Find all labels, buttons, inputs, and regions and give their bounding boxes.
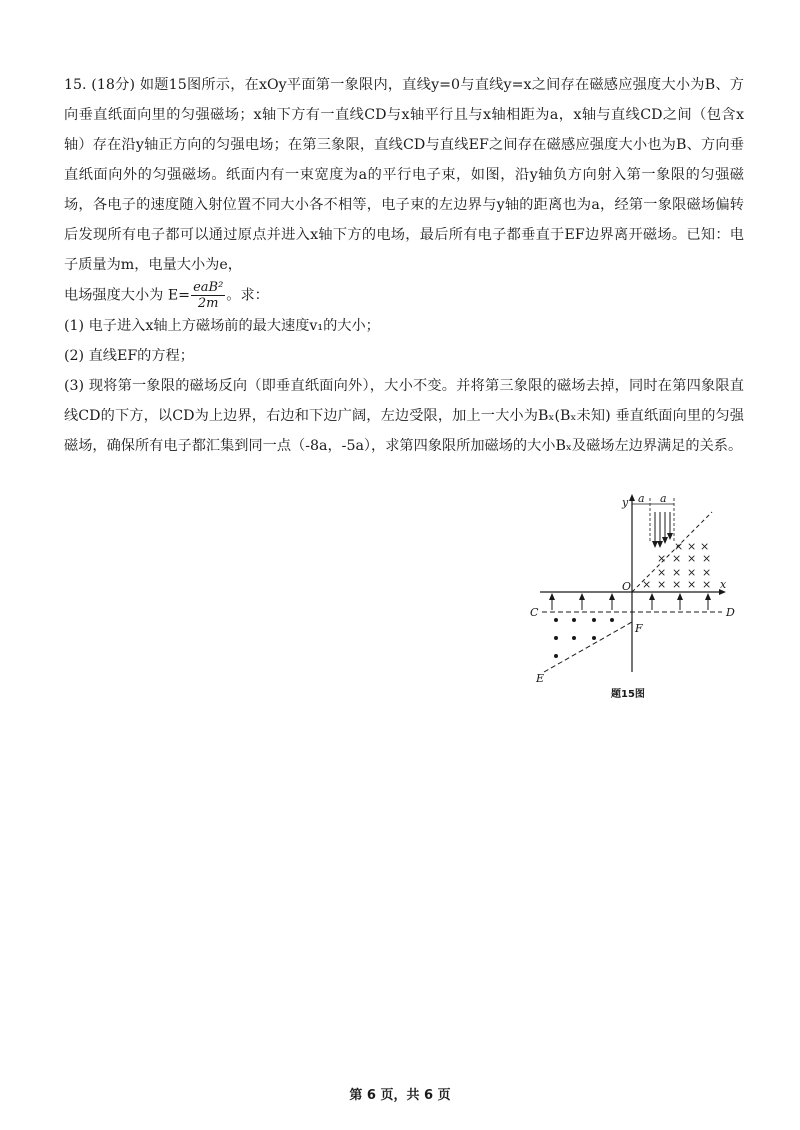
field-cross: × bbox=[687, 566, 697, 579]
field-fraction-numerator: eaB² bbox=[193, 280, 224, 295]
problem-intro-text: 15. (18分) 如题15图所示，在xOy平面第一象限内，直线y=0与直线y=x之间存在磁感应强度大小为B、方向垂直纸面向里的匀强磁场；x轴下方有一直线CD与x轴平行且与x轴相距为a，x轴与直线CD之间（包含x轴）存在沿y轴正方向的匀强电场；在第三象限，直线CD与直线EF之间存在磁感应强度大小也为B、方向垂直纸面向外的匀强磁场。纸面内有一束宽度为a的平行电子束，如图，沿y轴负方向射入第一象限的匀强磁场，各电子的速度随入射位置不同大小各不相等，电子束的左边界与y轴的距离也为a，经第一象限磁场偏转后发现所有电子都可以通过原点并进入x轴下方的电场，最后所有电子都垂直于EF边界离开磁场。已知：电子质量为m，电量大小为e， bbox=[64, 77, 744, 273]
field-cross: × bbox=[702, 566, 712, 579]
field-dot bbox=[554, 654, 558, 658]
field-cross: × bbox=[687, 578, 697, 591]
problem-15 bbox=[64, 70, 744, 461]
field-dot bbox=[572, 618, 576, 622]
point-d-label: D bbox=[726, 606, 735, 619]
page-footer: 第 6 页，共 6 页 bbox=[349, 1088, 451, 1103]
question-1: (1) 电子进入x轴上方磁场前的最大速度v₁的大小； bbox=[64, 318, 380, 334]
electron-arrow-head bbox=[662, 537, 668, 544]
field-arrow-head bbox=[579, 593, 585, 600]
problem-intro-paragraph bbox=[64, 70, 744, 311]
field-cross: × bbox=[642, 578, 652, 591]
magnetic-field-out-of-page bbox=[554, 618, 614, 658]
field-dot bbox=[554, 636, 558, 640]
field-fraction-denominator: 2m bbox=[197, 296, 219, 311]
field-dot bbox=[592, 618, 596, 622]
field-formula-prefix: 电场强度大小为 E= bbox=[64, 287, 191, 304]
line-ef bbox=[544, 622, 632, 672]
field-cross: × bbox=[702, 578, 712, 591]
magnetic-field-into-page bbox=[642, 540, 711, 591]
electron-arrow-head bbox=[657, 541, 663, 548]
field-cross: × bbox=[657, 566, 667, 579]
field-cross: × bbox=[672, 578, 682, 591]
field-cross: × bbox=[657, 578, 667, 591]
problem-figure bbox=[522, 492, 740, 704]
field-cross: × bbox=[672, 552, 682, 565]
field-cross: × bbox=[672, 566, 682, 579]
field-cross: × bbox=[674, 540, 684, 553]
distance-label-2: a bbox=[660, 492, 667, 505]
field-dot bbox=[554, 618, 558, 622]
field-cross: × bbox=[687, 540, 697, 553]
field-cross: × bbox=[657, 552, 667, 565]
field-arrow-head bbox=[649, 593, 655, 600]
field-dot bbox=[592, 636, 596, 640]
question-3: (3) 现将第一象限的磁场反向（即垂直纸面向外），大小不变。并将第三象限的磁场去掉，同时在第四象限直线CD的下方，以CD为上边界，右边和下边广阔，左边受限，加上一大小为Bₓ(Bₓ未知) 垂直纸面向里的匀强磁场，确保所有电子都汇集到同一点（-8a，-5a），求第四象限所加磁场的大小Bₓ及磁场左边界满足的关系。 bbox=[64, 378, 744, 454]
field-arrow-head bbox=[677, 593, 683, 600]
electron-arrow-head bbox=[652, 541, 658, 548]
point-e-label: E bbox=[536, 672, 545, 685]
field-fraction bbox=[191, 280, 225, 311]
point-c-label: C bbox=[530, 606, 539, 619]
field-dot bbox=[572, 636, 576, 640]
field-arrow-head bbox=[705, 593, 711, 600]
field-arrow-head bbox=[549, 593, 555, 600]
y-axis-label: y bbox=[622, 496, 629, 509]
field-cross: × bbox=[700, 540, 710, 553]
electric-field-arrows bbox=[549, 593, 711, 610]
figure-diagram bbox=[522, 492, 740, 704]
field-dot bbox=[610, 618, 614, 622]
electron-beam-arrows bbox=[652, 512, 673, 548]
x-axis-label: x bbox=[720, 578, 727, 591]
origin-label: O bbox=[622, 580, 632, 593]
question-2: (2) 直线EF的方程； bbox=[64, 348, 194, 364]
distance-label-1: a bbox=[638, 492, 645, 505]
field-cross: × bbox=[687, 552, 697, 565]
point-f-label: F bbox=[635, 622, 643, 635]
figure-caption: 题15图 bbox=[611, 689, 645, 700]
y-axis-arrow bbox=[629, 494, 635, 501]
field-arrow-head bbox=[609, 593, 615, 600]
electron-arrow-head bbox=[667, 533, 673, 540]
field-formula-suffix: 。求： bbox=[226, 287, 269, 304]
field-cross: × bbox=[702, 552, 712, 565]
